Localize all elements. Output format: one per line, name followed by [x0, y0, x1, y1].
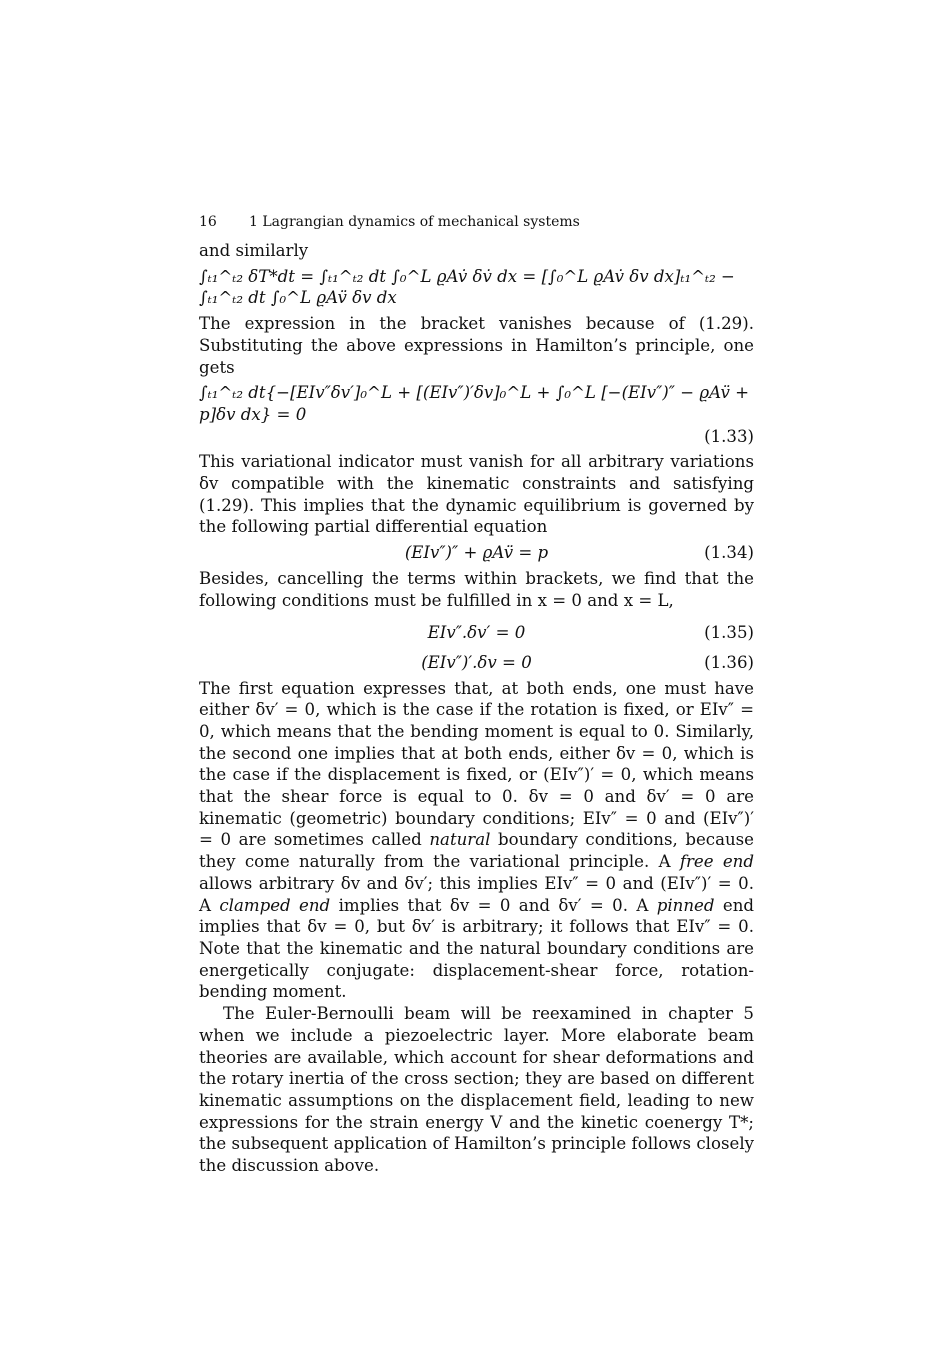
paragraph-boundary-conditions-intro: Besides, cancelling the terms within brackets, we find that the following conditions must be fulfilled in x = 0 and x = L,	[199, 569, 754, 610]
paragraph-variational-indicator: This variational indicator must vanish for all arbitrary variations δv compatible with the kinematic constraints and satisfying (1.29). This implies that the dynamic equilibrium is governed by the following partial differential equation	[199, 452, 754, 537]
page-number: 16	[199, 214, 217, 230]
running-title: 1 Lagrangian dynamics of mechanical systems	[249, 214, 580, 230]
equation-expression: (EIv″)″ + ϱAv̈ = p	[404, 543, 549, 563]
equation-number: (1.35)	[704, 622, 754, 642]
paragraph-euler-bernoulli: The Euler-Bernoulli beam will be reexamined in chapter 5 when we include a piezoelectric layer. More elaborate beam theories are available, which account for shear deformations and the rotary inertia of the cross section; they are based on different kinematic assumptions on the displacement field, leading to new expressions for the strain energy V and the kinetic coenergy T*; the subsequent application of Hamilton’s principle follows closely the discussion above.	[199, 1004, 754, 1176]
book-page	[199, 212, 754, 1177]
paragraph-bracket-vanishes: The expression in the bracket vanishes because of (1.29). Substituting the above expressions in Hamilton’s principle, one gets	[199, 314, 754, 377]
equation-expression: ∫ₜ₁^ₜ₂ δT*dt = ∫ₜ₁^ₜ₂ dt ∫₀^L ϱAv̇ δv̇ dx = [∫₀^L ϱAv̇ δv dx]ₜ₁^ₜ₂ − ∫ₜ₁^ₜ₂ dt ∫₀^L ϱAv̈ δv dx	[199, 266, 735, 308]
emphasis-natural: natural	[429, 830, 491, 850]
equation-1-34	[199, 538, 754, 568]
emphasis-free-end: free end	[679, 852, 754, 872]
equation-expression: EIv″.δv′ = 0	[427, 622, 526, 642]
equation-expression: ∫ₜ₁^ₜ₂ dt{−[EIv″δv′]₀^L + [(EIv″)′δv]₀^L + ∫₀^L [−(EIv″)″ − ϱAv̈ + p]δv dx} = 0	[199, 383, 750, 424]
emphasis-clamped-end: clamped end	[219, 895, 331, 915]
equation-number: (1.34)	[704, 543, 754, 563]
equation-expression: (EIv″)′.δv = 0	[421, 652, 532, 672]
equation-1-33	[199, 382, 754, 447]
text-run: end implies that δv = 0, but δv′ is arbitrary; it follows that EIv″ = 0. Note that the kinematic and the natural boundary conditions are energetically conjugate: displacement-shear force, rotation-bending moment.	[199, 895, 755, 1002]
equation-kinetic-variation	[199, 266, 754, 309]
running-header	[199, 212, 754, 232]
equation-1-35	[199, 618, 754, 648]
emphasis-pinned: pinned	[656, 895, 715, 915]
paragraph-and-similarly: and similarly	[199, 241, 309, 260]
text-run: boundary conditions, because they come naturally from the variational principle. A	[199, 830, 754, 872]
paragraph-first-equation	[199, 678, 754, 1004]
text-run: The first equation expresses that, at both ends, one must have either δv′ = 0, which is the case if the rotation is fixed, or EIv″ = 0, which means that the bending moment is equal to 0. Similarly, the second one implies that at both ends, either δv = 0, which is the case if the displacement is fixed, or (EIv″)′ = 0, which means that the shear force is equal to 0. δv = 0 and δv′ = 0 are kinematic (geometric) boundary conditions; EIv″ = 0 and (EIv″)′ = 0 are sometimes called	[199, 678, 754, 850]
text-run: implies that δv = 0 and δv′ = 0. A	[330, 895, 657, 915]
equation-1-36	[199, 648, 754, 678]
text-run: allows arbitrary δv and δv′; this implies EIv″ = 0 and (EIv″)′ = 0. A	[199, 873, 754, 915]
equation-number: (1.33)	[704, 426, 754, 446]
equation-number: (1.36)	[704, 652, 754, 672]
